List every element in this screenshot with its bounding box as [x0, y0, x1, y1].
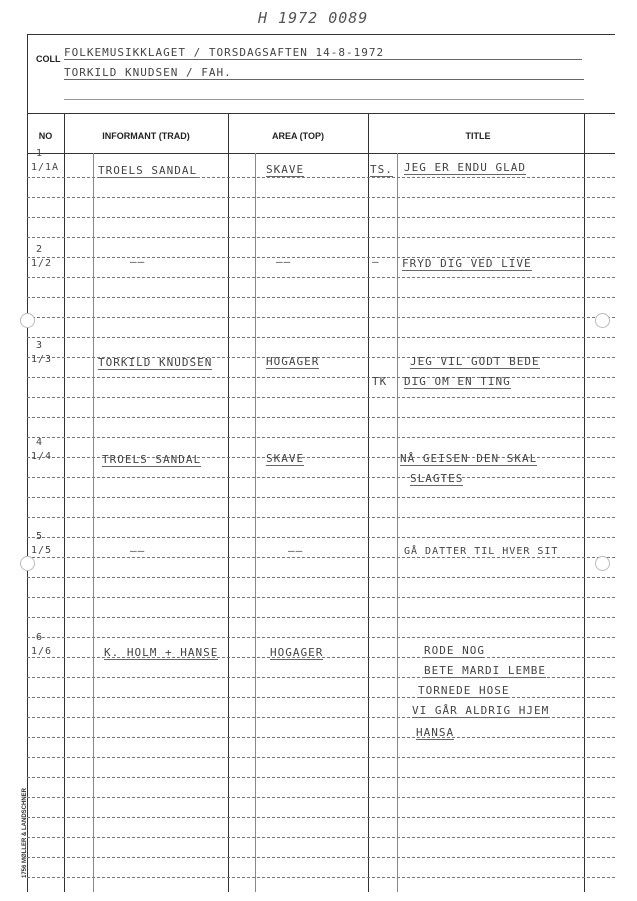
entry-2-area: —— — [276, 255, 292, 268]
coll-underline-3 — [64, 99, 584, 100]
entry-6-title-line-3: TORNEDE HOSE — [418, 684, 510, 697]
ruled-line — [27, 237, 615, 238]
ruled-line — [27, 637, 615, 638]
ruled-line — [27, 297, 615, 298]
col-rule-informant-inner — [93, 153, 94, 892]
entry-5-informant: —— — [130, 544, 146, 557]
left-border — [27, 34, 28, 892]
entry-1-mark: TS. — [370, 163, 393, 176]
entry-1-title-line-1: JEG ER ENDU GLAD — [404, 161, 526, 174]
ruled-line — [27, 697, 615, 698]
ruled-line — [27, 417, 615, 418]
ruled-line — [27, 497, 615, 498]
ruled-line — [27, 377, 615, 378]
entry-6-area: HOGAGER — [270, 646, 324, 659]
binder-hole-right-top — [595, 313, 610, 328]
col-rule-area-inner — [255, 153, 256, 892]
entry-2-mark: — — [372, 255, 380, 268]
col-rule-no — [64, 113, 65, 892]
entry-4-no: 4 — [36, 437, 44, 448]
ruled-line — [27, 877, 615, 878]
entry-6-title-line-2: BETE MARDI LEMBE — [424, 664, 546, 677]
col-rule-title-inner — [397, 153, 398, 892]
entry-5-title-line-1: GÅ DATTER TIL HVER SIT — [404, 546, 559, 557]
header-area: AREA (TOP) — [271, 131, 324, 141]
ruled-line — [27, 397, 615, 398]
ruled-line — [27, 537, 615, 538]
entry-5-code: 1/5 — [31, 545, 53, 556]
header-top-rule — [27, 113, 615, 114]
entry-3-code: 1/3 — [31, 354, 53, 365]
binder-hole-left-top — [20, 313, 35, 328]
ruled-line — [27, 857, 615, 858]
coll-line-2: TORKILD KNUDSEN / FAH. — [64, 66, 584, 80]
entry-2-no: 2 — [36, 244, 44, 255]
ruled-line — [27, 757, 615, 758]
entry-6-title-line-1: RODE NOG — [424, 644, 485, 657]
binder-hole-left-bottom — [20, 556, 35, 571]
side-printer-text: 1756 MØLLER & LANDSCHNER — [22, 788, 28, 879]
ruled-line — [27, 837, 615, 838]
ruled-line — [27, 197, 615, 198]
ruled-line — [27, 557, 615, 558]
entry-6-title-line-4: VI GÅR ALDRIG HJEM — [412, 704, 550, 717]
entry-3-title-line-1: JEG VIL GODT BEDE — [410, 355, 540, 368]
ruled-line — [27, 477, 615, 478]
header-bottom-rule — [27, 153, 615, 154]
entry-2-code: 1/2 — [31, 258, 53, 269]
entry-6-code: 1/6 — [31, 646, 53, 657]
entry-5-no: 5 — [36, 531, 44, 542]
ruled-line — [27, 777, 615, 778]
col-rule-title — [368, 113, 369, 892]
entry-5-area: —— — [288, 544, 304, 557]
coll-label: COLL — [36, 54, 61, 64]
entry-1-no: 1 — [36, 148, 44, 159]
ruled-line — [27, 797, 615, 798]
entry-4-informant: TROELS SANDAL — [102, 453, 202, 466]
coll-line-1: FOLKEMUSIKKLAGET / TORSDAGSAFTEN 14-8-1972 — [64, 46, 582, 60]
ruled-line — [27, 577, 615, 578]
header-title: TITLE — [465, 131, 491, 141]
ruled-line — [27, 517, 615, 518]
entry-3-mark: TK — [372, 375, 388, 388]
header-no: NO — [38, 131, 53, 141]
entry-4-title-line-1: NÅ GEISEN DEN SKAL — [400, 452, 538, 465]
ruled-line — [27, 317, 615, 318]
entry-4-title-line-2: SLAGTES — [410, 472, 464, 485]
ruled-line — [27, 217, 615, 218]
entry-6-title-line-5: HANSA — [416, 726, 455, 739]
entry-1-area: SKAVE — [266, 163, 305, 176]
entry-3-area: HOGAGER — [266, 355, 320, 368]
ruled-line — [27, 817, 615, 818]
entry-6-informant: K. HOLM + HANSE — [104, 646, 219, 659]
archive-number: H 1972 0089 — [258, 9, 369, 27]
entry-3-informant: TORKILD KNUDSEN — [98, 356, 213, 369]
entry-1-informant: TROELS SANDAL — [98, 164, 198, 177]
ruled-line — [27, 617, 615, 618]
entry-2-title-line-1: FRYD DIG VED LIVE — [402, 257, 532, 270]
entry-6-no: 6 — [36, 632, 44, 643]
header-informant: INFORMANT (TRAD) — [102, 131, 190, 141]
col-rule-area — [228, 113, 229, 892]
ruled-line — [27, 597, 615, 598]
ruled-line — [27, 737, 615, 738]
entry-3-no: 3 — [36, 340, 44, 351]
entry-1-code: 1/1A — [31, 162, 60, 173]
top-border — [27, 34, 615, 35]
entry-4-code: 1/4 — [31, 451, 53, 462]
entry-2-informant: —— — [130, 255, 146, 268]
ruled-line — [27, 437, 615, 438]
col-rule-right — [584, 113, 585, 892]
binder-hole-right-bottom — [595, 556, 610, 571]
ruled-line — [27, 277, 615, 278]
entry-3-title-line-2: DIG OM EN TING — [404, 375, 511, 388]
ruled-line — [27, 337, 615, 338]
entry-4-area: SKAVE — [266, 452, 305, 465]
